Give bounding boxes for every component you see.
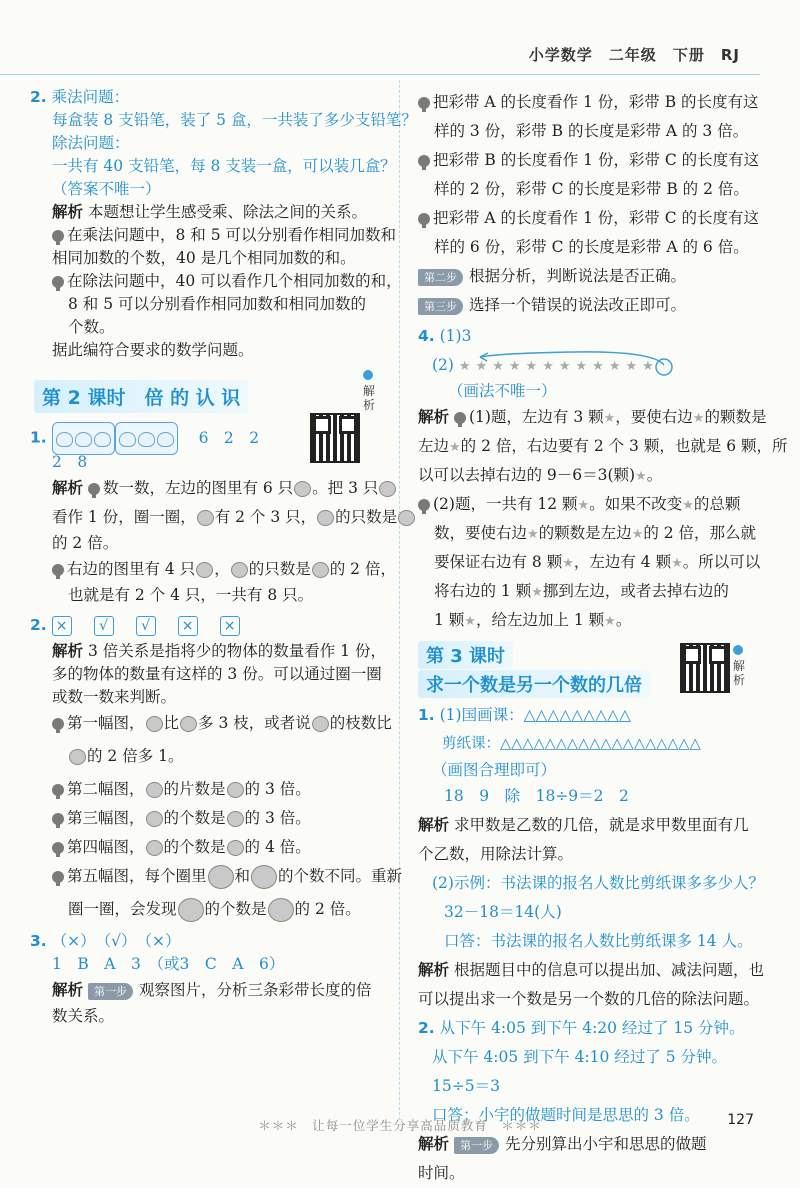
step1-badge: 第一步 xyxy=(454,1137,499,1154)
lesson3-q1-guohua: (1)国画课：△△△△△△△△△ xyxy=(439,706,631,724)
lesson3-q1-analysis-2: 个乙数，用除法计算。 xyxy=(418,845,574,863)
ribbon-b3-text: 把彩带 A 的长度看作 1 份，彩带 C 的长度有这 xyxy=(433,209,759,227)
column-divider xyxy=(399,80,400,1120)
star-icon: ★ xyxy=(592,359,609,374)
lesson2-q1-analysis-1 xyxy=(30,474,385,503)
lesson2-q1-number: 1. xyxy=(30,428,47,447)
lesson3-title-b: 求一个数是另一个数的几倍 xyxy=(418,670,650,698)
lightbulb-icon xyxy=(52,276,64,288)
q4-b2-text-4: 数，要使右边 xyxy=(434,524,528,542)
step3-line xyxy=(418,291,753,320)
move-arrow-icon xyxy=(474,347,674,379)
lesson2-q2-analysis-1 xyxy=(30,640,385,663)
star-icon: ★ xyxy=(492,359,509,374)
lightbulb-icon xyxy=(454,412,466,424)
lesson3-q2-text-1: 从下午 4:05 到下午 4:20 经过了 15 分钟。 xyxy=(439,1019,745,1037)
lightbulb-icon xyxy=(418,155,430,167)
lesson2-q2-bullet-5-cont xyxy=(30,895,385,924)
lesson3-q1-number: 1. xyxy=(418,706,435,724)
q2b-b5-text-3: 的个数不同。重新 xyxy=(278,867,403,885)
play-icon xyxy=(363,370,373,380)
flower-icon xyxy=(146,716,163,732)
tomato-icon xyxy=(268,898,294,922)
answer-boxes xyxy=(52,616,262,634)
star-icon: ★ xyxy=(604,614,616,629)
lesson3-q1-jx2-text-1: 根据题目中的信息可以提出加、减法问题，也 xyxy=(453,961,764,979)
q2-number: 2. xyxy=(30,88,47,106)
star-icon: ★ xyxy=(642,359,659,374)
lesson2-q2-number: 2. xyxy=(30,616,47,634)
q4-jx-text-7: 。 xyxy=(646,466,663,484)
lesson3-q1-p2-l2: 32－18＝14(人) xyxy=(444,903,562,921)
q4-b2-text-8: ，左边有 4 颗 xyxy=(573,553,672,571)
lesson2-q2-bullet-1-cont xyxy=(30,742,385,771)
q4-number: 4. xyxy=(418,327,435,345)
star-icon: ★ xyxy=(625,359,643,374)
qr-label: 解析 xyxy=(363,384,376,412)
lesson3-q1-jianzhi: 剪纸课：△△△△△△△△△△△△△△△△△△ xyxy=(442,736,701,752)
q1-b2-text-3: 的只数是 xyxy=(248,560,311,578)
lesson3-q1-analysis2-2: 可以提出求一个数是另一个数的几倍的除法问题。 xyxy=(418,990,760,1008)
lesson3-title-a: 第 3 课时 xyxy=(418,641,513,669)
flower-icon xyxy=(69,749,86,765)
q4-b2-text-11: 挪到左边，或者去掉右边的 xyxy=(542,582,729,600)
q4-jx-text-1: (1)题，左边有 3 颗 xyxy=(468,408,604,426)
bee-icon xyxy=(379,481,396,497)
q2-analysis-intro: 本题想让学生感受乘、除法之间的关系。 xyxy=(87,203,367,221)
lesson2-q1-bullet-2 xyxy=(30,555,396,584)
butterfly-icon xyxy=(317,510,334,526)
q2b-b3-text-2: 的个数是 xyxy=(163,809,226,827)
lightbulb-icon xyxy=(418,97,430,109)
lesson3-q1-note: （画图合理即可） xyxy=(432,761,557,779)
lesson2-q3-answer-b: 1 B A 3 （或3 C A 6） xyxy=(52,955,285,973)
star-icon: ★ xyxy=(562,556,574,571)
answer-box: × xyxy=(220,616,240,636)
q4-note: （画法不唯一） xyxy=(448,382,557,400)
ribbon-b2-text: 把彩带 B 的长度看作 1 份，彩带 C 的长度有这 xyxy=(433,151,760,169)
lesson3-q1-jx-text-1: 求甲数是乙数的几倍，就是求甲数里面有几 xyxy=(453,816,749,834)
flower-icon xyxy=(180,716,197,732)
butterfly-icon xyxy=(294,481,311,497)
star-icon: ★ xyxy=(608,359,626,374)
q1-jx-text-2: 。把 3 只 xyxy=(312,479,379,497)
q4-analysis-1 xyxy=(418,403,767,432)
q4-b2-text-5: 的颗数是左边 xyxy=(538,524,632,542)
star-icon: ★ xyxy=(603,411,616,426)
lesson3-q2-l3: 15÷5＝3 xyxy=(432,1077,500,1095)
star-icon: ★ xyxy=(464,614,476,629)
q4-jx-text-6: 以可以去掉右边的 9－6＝3(颗) xyxy=(418,466,636,484)
lesson3-q1-analysis2-1 xyxy=(418,956,764,985)
lesson3-q1-p2-l1: (2)示例：书法课的报名人数比剪纸课多多少人？ xyxy=(432,874,764,892)
star-icon: ★ xyxy=(558,359,576,374)
lesson2-q1-analysis-3: 的 2 倍。 xyxy=(52,534,119,552)
q2b-b1-text-5: 的 2 倍多 1。 xyxy=(87,747,184,765)
q4-jx-text-4: 左边 xyxy=(418,437,450,455)
step1-badge: 第一步 xyxy=(88,983,133,1000)
butterfly-icon xyxy=(56,432,73,447)
step2-badge: 第二步 xyxy=(418,269,463,286)
q4-bullet-2-l3 xyxy=(418,548,761,577)
lightbulb-icon xyxy=(52,842,64,854)
star-icon: ★ xyxy=(458,359,476,374)
q2-bullet-2-cont2: 个数。 xyxy=(68,318,115,336)
lesson3-q2-number: 2. xyxy=(418,1019,435,1037)
analysis-label: 解析 xyxy=(52,479,84,497)
lesson2-q1-bullet-2-cont: 也就是有 2 个 4 只，一共有 8 只。 xyxy=(68,586,314,604)
answer-box: √ xyxy=(136,616,156,636)
lesson2-q3-analysis-cont: 数关系。 xyxy=(52,1007,115,1025)
step2-text: 根据分析，判断说法是否正确。 xyxy=(469,267,687,285)
q2-mul-label: 乘法问题： xyxy=(51,88,130,106)
play-icon xyxy=(733,645,743,655)
star-icon: ★ xyxy=(671,556,683,571)
q3-answer-a: （×） （√） （×） xyxy=(51,932,181,950)
lightbulb-icon xyxy=(52,813,64,825)
lesson3-q1-p2-l3: 口答：书法课的报名人数比剪纸课多 14 人。 xyxy=(444,932,753,950)
q2-bullet-1-line1: 在乘法问题中，8 和 5 可以分别看作相同加数和 xyxy=(67,226,397,244)
q1-jx-text-3: 看作 1 份，圈一圈， xyxy=(52,508,196,526)
lesson2-q2-analysis-2: 多的物体的数量有这样的 3 份。可以通过圈一圈 xyxy=(52,665,382,683)
star-icon: ★ xyxy=(475,359,493,374)
lesson2-q3-number: 3. xyxy=(30,932,47,950)
header-volume: 下册 xyxy=(672,46,705,64)
q2b-b3-text-3: 的 3 倍。 xyxy=(244,809,311,827)
q2b-b3-text-1: 第三幅图， xyxy=(67,809,145,827)
lesson3-q2-l2: 从下午 4:05 到下午 4:10 经过了 5 分钟。 xyxy=(432,1048,728,1066)
q2b-b5-text-4: 圈一圈，会发现 xyxy=(68,900,177,918)
heart-icon xyxy=(227,840,244,856)
header-book: 小学数学 xyxy=(528,46,593,64)
q2b-b1-text-3: 多 3 枝，或者说 xyxy=(198,714,311,732)
star-icon: ★ xyxy=(508,359,526,374)
star-icon: ★ xyxy=(449,440,461,455)
footer-slogan: ＊＊＊ 让每一位学生分享高品质教育 ＊＊＊ xyxy=(258,1118,542,1133)
q4-bullet-2-l2 xyxy=(418,519,757,548)
lesson3-header xyxy=(418,639,753,701)
step3-text: 选择一个错误的说法改正即可。 xyxy=(469,296,687,314)
q2-bullet-2-cont: 8 和 5 可以分别看作相同加数和相同加数的 xyxy=(68,295,367,313)
q4-b2-text-1: (2)题，一共有 12 颗 xyxy=(433,495,578,513)
analysis-label: 解析 xyxy=(52,203,84,221)
q4-b2-text-14: 。 xyxy=(615,611,632,629)
butterfly-icon xyxy=(231,562,248,578)
lesson2-q2-answer xyxy=(30,611,385,640)
lesson2-q1-answer-b: 2 8 xyxy=(52,453,88,471)
lesson2-q2-bullet-4 xyxy=(30,833,385,862)
q4-jx-text-5: 的 2 倍，右边要有 2 个 3 颗，也就是 6 颗，所 xyxy=(460,437,788,455)
lightbulb-icon xyxy=(418,499,430,511)
q2b-jx-text-1: 3 倍关系是指将少的物体的数量看作 1 份， xyxy=(87,642,386,660)
analysis-label: 解析 xyxy=(418,816,450,834)
star-icon: ★ xyxy=(682,498,694,513)
butterfly-group-2 xyxy=(115,422,178,455)
header-rule xyxy=(0,74,760,75)
q2b-b5-text-5: 的个数是 xyxy=(204,900,267,918)
q4-bullet-2-l5 xyxy=(418,606,753,635)
q2-bullet-2 xyxy=(30,270,402,293)
q1-b2-text-1: 右边的图里有 4 只 xyxy=(67,560,196,578)
q4-b2-text-13: ，给左边加上 1 颗 xyxy=(475,611,605,629)
q2-analysis xyxy=(30,201,385,224)
bee-icon xyxy=(398,510,415,526)
lesson2-q2-bullet-3 xyxy=(30,804,385,833)
star-icon: ★ xyxy=(635,469,647,484)
q2b-b4-text-3: 的 4 倍。 xyxy=(244,838,311,856)
header-grade: 二年级 xyxy=(608,46,657,64)
butterfly-icon xyxy=(197,510,214,526)
q2-div-text: 一共有 40 支铅笔，每 8 支装一盒，可以装几盒？ xyxy=(52,157,396,175)
lesson3-q2-l1 xyxy=(418,1014,753,1043)
q1-b2-text-2: ， xyxy=(214,560,230,578)
q4-b2-text-3: 的总颗 xyxy=(693,495,741,513)
lightbulb-icon xyxy=(52,230,64,242)
q1-jx-text-5: 的只数是 xyxy=(335,508,398,526)
q2-bullet-2-line1: 在除法问题中，40 可以看作几个相同加数的和， xyxy=(67,272,402,290)
lesson3-q1-l1 xyxy=(418,701,753,730)
tomato-icon xyxy=(251,865,277,889)
lesson2-q3-analysis xyxy=(30,976,385,1005)
bee-icon xyxy=(196,562,213,578)
analysis-label: 解析 xyxy=(418,408,450,426)
q4-jx-text-3: 的颗数是 xyxy=(704,408,767,426)
butterfly-icon xyxy=(157,432,174,447)
star-icon: ★ xyxy=(525,359,543,374)
analysis-label: 解析 xyxy=(52,642,84,660)
ribbon-bullet-3-cont: 样的 6 份，彩带 C 的长度是彩带 A 的 6 倍。 xyxy=(434,238,749,256)
q2b-b1-text-1: 第一幅图， xyxy=(67,714,145,732)
q2b-b2-text-1: 第二幅图， xyxy=(67,780,145,798)
page-number: 127 xyxy=(727,1112,754,1128)
lesson2-q2-bullet-2 xyxy=(30,775,385,804)
lesson3-q1-answer: 18 9 除 18÷9＝2 2 xyxy=(444,787,629,805)
star-icon: ★ xyxy=(527,527,539,542)
eggplant-icon xyxy=(178,898,204,922)
q1-jx-text-1: 数一数，左边的图里有 6 只 xyxy=(102,479,294,497)
ribbon-bullet-3 xyxy=(418,204,759,233)
q2-conclusion: 据此编符合要求的数学问题。 xyxy=(52,341,254,359)
q4-b2-text-12: 1 颗 xyxy=(434,611,465,629)
lightbulb-icon xyxy=(52,871,64,883)
q1-b2-text-4: 的 2 倍， xyxy=(329,560,396,578)
left-column xyxy=(30,86,417,1028)
flower-icon xyxy=(312,716,329,732)
answer-box: √ xyxy=(94,616,114,636)
ribbon-bullet-2-cont: 样的 2 份，彩带 C 的长度是彩带 B 的 2 倍。 xyxy=(434,180,749,198)
analysis-label: 解析 xyxy=(418,1135,450,1153)
butterfly-icon xyxy=(94,432,111,447)
lesson2-header xyxy=(30,368,385,418)
q2-note: （答案不唯一） xyxy=(52,180,161,198)
answer-box: × xyxy=(52,616,72,636)
analysis-label: 解析 xyxy=(52,981,84,999)
q4-analysis-3 xyxy=(418,461,753,490)
butterfly-icon xyxy=(75,432,92,447)
star-icon: ★ xyxy=(692,411,705,426)
q4-analysis-2 xyxy=(418,432,788,461)
fruit-icon xyxy=(146,811,163,827)
q2b-b4-text-2: 的个数是 xyxy=(163,838,226,856)
q2b-b4-text-1: 第四幅图， xyxy=(67,838,145,856)
lesson3-q2-analysis xyxy=(418,1130,753,1159)
fruit-icon xyxy=(227,811,244,827)
star-icon: ★ xyxy=(531,585,543,600)
lesson3-q1-analysis-1 xyxy=(418,811,753,840)
q4-b2-text-10: 将右边的 1 颗 xyxy=(434,582,532,600)
q4-b2-text-6: 的 2 倍，那么就 xyxy=(643,524,757,542)
lesson2-q1-answer-a: 6 2 2 xyxy=(198,428,260,447)
q4-bullet-2-l4 xyxy=(418,577,753,606)
qr-code-icon[interactable] xyxy=(680,643,730,693)
star-icon xyxy=(146,840,163,856)
q2-div-label: 除法问题： xyxy=(52,134,130,152)
bee-icon xyxy=(312,562,329,578)
q4-bullet-2 xyxy=(418,490,753,519)
butterfly-icon xyxy=(138,432,155,447)
lesson2-q2-analysis-3: 或数一数来判断。 xyxy=(52,688,177,706)
butterfly-icon xyxy=(119,432,136,447)
lesson2-q1-analysis-2 xyxy=(30,503,398,532)
lesson2-title: 第 2 课时 倍 的 认 识 xyxy=(34,380,248,413)
q4-b2-text-7: 要保证右边有 8 颗 xyxy=(434,553,563,571)
lightbulb-icon xyxy=(52,718,64,730)
star-icon: ★ xyxy=(542,359,559,374)
q4-b2-text-9: 。所以可以 xyxy=(682,553,761,571)
q2-mul-label-line xyxy=(30,86,385,109)
ribbon-bullet-1 xyxy=(418,88,759,117)
q2b-b1-text-2: 比 xyxy=(163,714,180,732)
q2b-b1-text-4: 的枝数比 xyxy=(329,714,392,732)
eggplant-icon xyxy=(208,865,234,889)
star-icon: ★ xyxy=(575,359,593,374)
q2b-b2-text-2: 的片数是 xyxy=(163,780,226,798)
q2-mul-text: 每盒装 8 支铅笔，装了 5 盒，一共装了多少支铅笔？ xyxy=(52,111,417,129)
lesson2-q2-bullet-5 xyxy=(30,862,403,891)
page-header xyxy=(529,44,740,65)
ribbon-b1-text: 把彩带 A 的长度看作 1 份，彩带 B 的长度有这 xyxy=(433,93,759,111)
q3-jx-text-1: 观察图片，分析三条彩带长度的倍 xyxy=(138,981,372,999)
lightbulb-icon xyxy=(418,213,430,225)
lightbulb-icon xyxy=(52,564,64,576)
lesson3-q2-analysis-cont: 时间。 xyxy=(418,1164,465,1182)
qr-label: 解析 xyxy=(733,659,746,687)
right-column xyxy=(418,88,788,1188)
q4-jx-text-2: ，要使右边 xyxy=(615,408,693,426)
lesson2-q3-answer-a xyxy=(30,930,385,953)
q4-part2-label: (2) xyxy=(432,356,454,374)
lightbulb-icon xyxy=(88,483,100,495)
q4-b2-text-2: 。如果不改变 xyxy=(589,495,683,513)
star-icon: ★ xyxy=(631,527,644,542)
qr-code-icon[interactable] xyxy=(310,413,360,463)
step3-badge: 第三步 xyxy=(418,298,463,315)
ribbon-bullet-2 xyxy=(418,146,760,175)
ribbon-bullet-1-cont: 样的 3 份，彩带 B 的长度是彩带 A 的 3 倍。 xyxy=(434,122,749,140)
lesson3-q2-jx-text-1: 先分别算出小宇和思思的做题 xyxy=(504,1135,707,1153)
q2b-b5-text-6: 的 2 倍。 xyxy=(294,900,361,918)
lesson2-q2-bullet-1 xyxy=(30,709,392,738)
q2b-b5-text-1: 第五幅图，每个圈里 xyxy=(67,867,207,885)
q2-bullet-1-cont: 相同加数的个数，40 是几个相同加数的和。 xyxy=(52,249,356,267)
q2-bullet-1 xyxy=(30,224,397,247)
leaf-icon xyxy=(146,782,163,798)
lightbulb-icon xyxy=(52,784,64,796)
q4-part1-answer: (1)3 xyxy=(439,327,472,345)
q1-jx-text-4: 有 2 个 3 只， xyxy=(214,508,317,526)
q4-part2 xyxy=(418,351,753,380)
analysis-label: 解析 xyxy=(418,961,450,979)
star-icon: ★ xyxy=(577,498,590,513)
step2-line xyxy=(418,262,753,291)
leaf-icon xyxy=(227,782,244,798)
lesson3-q2-l4: 口答：小宇的做题时间是思思的 3 倍。 xyxy=(432,1106,700,1124)
q2b-b5-text-2: 和 xyxy=(234,867,251,885)
q2b-b2-text-3: 的 3 倍。 xyxy=(244,780,311,798)
answer-box: × xyxy=(178,616,198,636)
header-edition: RJ xyxy=(720,46,740,64)
